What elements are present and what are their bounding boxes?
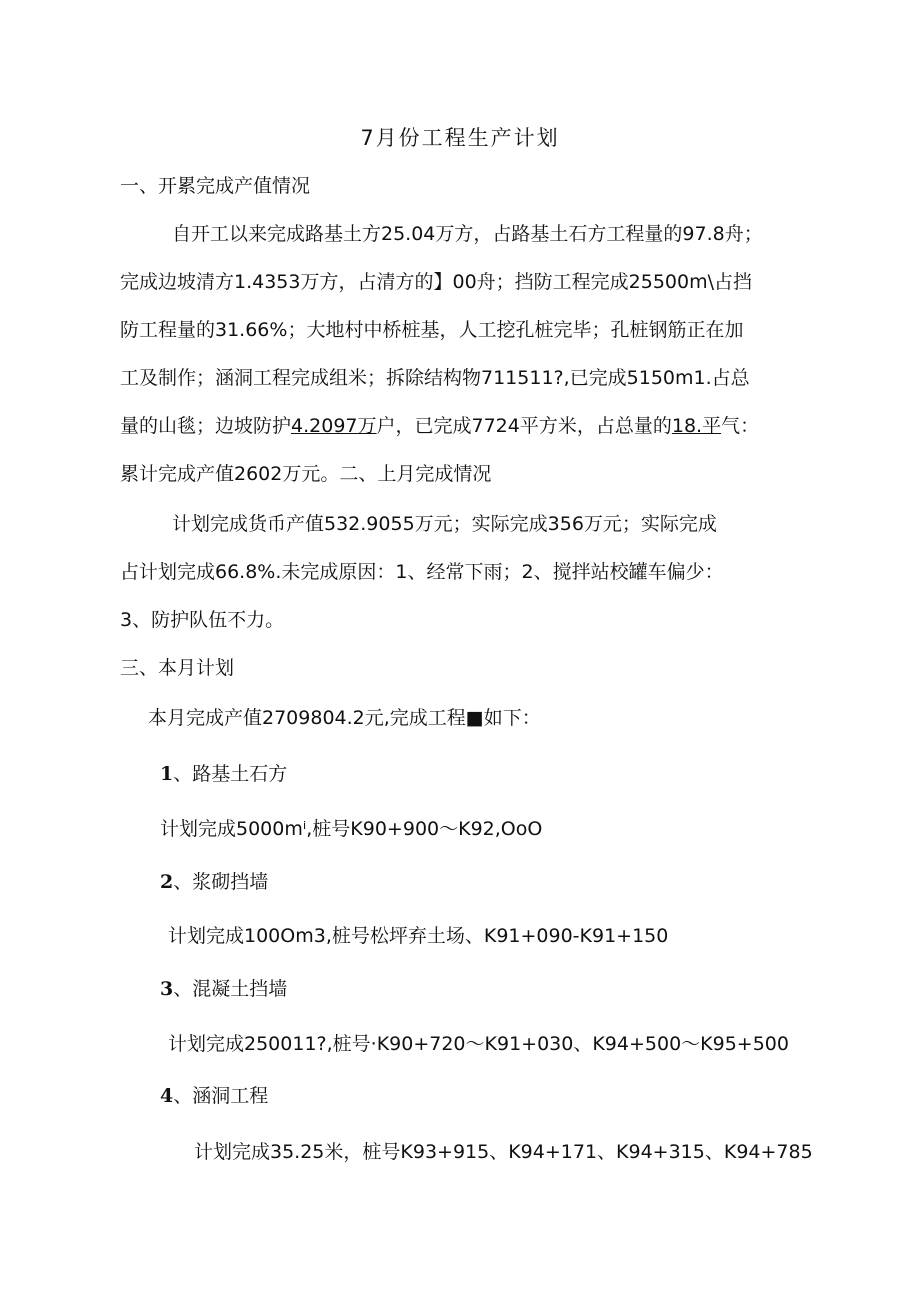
section1-heading: 一、开累完成产值情况 [120, 175, 311, 197]
section1-line-4: 工及制作；涵洞工程完成组米；拆除结构物711511?,已完成5150m1.占总 [120, 367, 750, 389]
section1-line-6: 累计完成产值2602万元。二、上月完成情况 [120, 463, 492, 485]
plan-item-3-heading [160, 975, 287, 1003]
section1-line-1: 自开工以来完成路基土方25.04万方，占路基土石方工程量的97.8舟； [172, 223, 763, 245]
section1-line-5 [120, 412, 759, 440]
plan-item-4-number: 4 [160, 1085, 174, 1107]
plan-item-1-detail: 计划完成5000mⁱ,桩号K90+900～K92,OoO [160, 818, 543, 840]
plan-item-2-detail: 计划完成100Om3,桩号松坪弃土场、K91+090-K91+150 [168, 925, 669, 947]
plan-item-1-number: 1 [160, 763, 174, 785]
plan-item-1-label: 、路基土石方 [173, 763, 288, 785]
line5-part1: 量的山毯；边坡防护 [120, 415, 292, 437]
page-title: 7月份工程生产计划 [360, 126, 560, 150]
plan-item-3-label: 、混凝土挡墙 [173, 978, 288, 1000]
section2-line-2: 占计划完成66.8%.未完成原因：1、经常下雨；2、搅拌站校罐车偏少： [120, 561, 724, 583]
section2-line-3: 3、防护队伍不力。 [120, 609, 285, 631]
plan-item-3-number: 3 [160, 978, 174, 1000]
plan-item-3-detail: 计划完成250011?,桩号·K90+720～K91+030、K94+500～K95+500 [168, 1033, 789, 1055]
section3-heading: 三、本月计划 [120, 657, 235, 679]
section2-line-1: 计划完成货币产值532.9055万元；实际完成356万元；实际完成 [172, 513, 717, 535]
line5-underlined-area: 4.2097万 [291, 415, 377, 437]
section3-intro: 本月完成产值2709804.2元,完成工程■如下： [148, 707, 541, 729]
plan-item-2-heading [160, 868, 268, 896]
plan-item-2-label: 、浆砌挡墙 [173, 871, 269, 893]
line5-underlined-percent: 18.平 [671, 415, 722, 437]
plan-item-1-heading [160, 760, 287, 788]
plan-item-2-number: 2 [160, 871, 174, 893]
plan-item-4-label: 、涵洞工程 [173, 1085, 269, 1107]
line5-part2: 户，已完成7724平方米，占总量的 [376, 415, 672, 437]
line5-part3: 气： [721, 415, 760, 437]
plan-item-4-detail: 计划完成35.25米，桩号K93+915、K94+171、K94+315、K94+785 [194, 1141, 813, 1163]
section1-line-2: 完成边坡清方1.4353万方，占清方的】00舟；挡防工程完成25500m\占挡 [120, 271, 753, 293]
section1-line-3: 防工程量的31.66%；大地村中桥桩基，人工挖孔桩完毕；孔桩钢筋正在加 [120, 319, 744, 341]
plan-item-4-heading [160, 1082, 268, 1110]
